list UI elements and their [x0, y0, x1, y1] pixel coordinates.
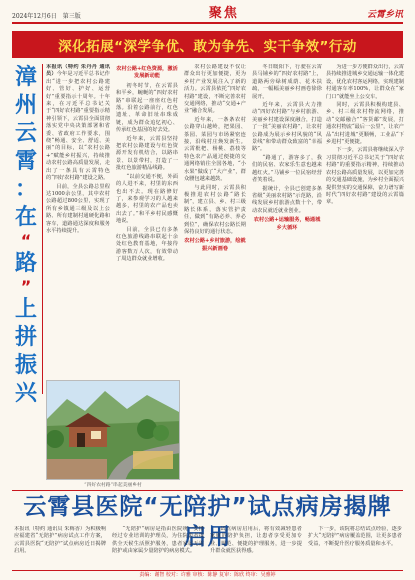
- section-title: 聚焦: [208, 6, 239, 21]
- article-paragraph: 初冬时节，在云霄县和平乡，蜿蜒的“四好农村路”串联起一座座红色村落。沿着公路前行，红色遗址、革命旧址串珠成链，成为群众追忆初心、传承红色基因的好去处。: [116, 82, 178, 134]
- article-paragraph: 本报讯（特约 通讯员 朱梅香）为积极响应福建省“无陪护”病房试点工作方案，云霄县医院“无陪护”试点病房近日揭牌启用。: [14, 526, 106, 555]
- article-paragraph: “路通了，游客多了，我们的民宿、农家乐生意也越来越红火。”马铺乡一位民宿经营者笑着说。: [252, 154, 322, 184]
- photo-caption: “四好农村路”串起美丽乡村: [84, 483, 142, 488]
- headline-char: 上: [14, 297, 37, 322]
- headline-char: 路: [14, 251, 37, 276]
- headline-char: 兴: [14, 381, 37, 406]
- headline-char: ”: [20, 277, 32, 296]
- headline-char: 霄: [14, 149, 37, 174]
- paper-name: 云霄乡讯: [366, 10, 403, 20]
- subheading: 农村公路+运输服务，畅通城乡大循环: [253, 217, 321, 231]
- article-paragraph: “无陪护”病房是指由医院统一安排经过专业培训的护理员，为住院患者提供全天候生活照护服务，患者家属无需陪护或由家属少量陪护的病房模式。: [112, 526, 204, 555]
- vertical-headline: [13, 64, 39, 406]
- article2-column-1: [14, 526, 106, 570]
- section-divider: [12, 490, 403, 491]
- article-paragraph: 今年是习近平总书记作出“进一步把农村公路建好、管好、护好、运营好”重要指示十周年。十年来，在习近平总书记关于“四好农村路”重要指示精神引领下，云霄县全面贯彻落实党中央决策部署和省委、省政府工作要求，围绕“畅通、安全、舒适、美丽”的目标，以“农村公路+”赋能乡村振兴，持续推动农村公路高质量发展，走出了一条具有云霄特色的“四好农村路”建设之路。: [46, 71, 110, 182]
- headline-char: 在: [14, 205, 37, 230]
- headline-char: 漳: [14, 65, 37, 90]
- article-paragraph: 下一步，云霄县将继续深入学习贯彻习近平总书记关于“四好农村路”的重要指示精神，持续推动农村公路高质量发展，以更加完善的交通基础设施，为乡村全面振兴提供坚实的交通保障，奋力谱写新时代“四好农村路”建设的云霄篇章。: [326, 147, 404, 206]
- headline-char: 云: [14, 121, 37, 146]
- headline-char: ：: [14, 177, 37, 202]
- article-paragraph: 近年来，一条条农村公路穿山越岭，把果园、茶园、菜园与市场紧密连接，沿线村庄焕发新生。云霄枇杷、杨桃、荔枝等特色农产品通过便捷的交通网络销往全国各地，“小水果”做成了“大产业”，群众腰包越来越鼓。: [184, 116, 246, 183]
- article2-column-3: [210, 526, 302, 570]
- issue-date: 2024年12月6日 第三版: [12, 13, 81, 20]
- article-paragraph: 目前，全县公路总里程达1000余公里，其中农村公路超过800公里，实现了所有乡镇通三级及以上公路、所有建制村通硬化路和客车，道路通达深度和服务水平持续提升。: [46, 183, 110, 234]
- article-paragraph: 下一步，该院将总结试点经验，逐步扩大“无陪护”病房覆盖范围，让更多患者受益，不断提升医疗服务质量和水平。: [308, 526, 402, 547]
- article-paragraph: 近年来，云霄县大力推动“四好农村路”与乡村旅游、美丽乡村建设深度融合，打造了一批“美丽农村路”，让农村公路成为展示乡村风貌的“风景线”和带动群众致富的“幸福路”。: [252, 102, 322, 153]
- article-column-3: [184, 64, 246, 382]
- article-paragraph: 据统计，全县已创建多条省级“美丽农村路”示范路，沿线发展乡村旅游点数十个，带动农民就近就业创业。: [252, 185, 322, 214]
- article-column-2: [116, 64, 178, 364]
- landscape-photo-illustration: [47, 381, 180, 480]
- article-column-4: [252, 64, 322, 382]
- article-paragraph: 近年来，云霄县坚持把农村公路建设与红色资源开发有机结合，以路串景、以景带村，打造了一批红色旅游精品线路。: [116, 135, 178, 172]
- article2-column-2: [112, 526, 204, 570]
- article-paragraph: “以前交通不便，外面的人进不来，村里的东西也出不去。现在路修好了，来参观学习的人越来越多，村里的农产品也卖出去了。”和平乡村民感慨地说。: [116, 173, 178, 225]
- headline-char: 振: [14, 353, 37, 378]
- article-paragraph: 农村公路建设不仅让群众出行更加便捷，更为乡村产业发展注入了新的活力。云霄县依托“四好农村路”建设，不断完善农村交通网络，推动“交通+产业”融合发展。: [184, 64, 246, 115]
- article-paragraph: 与此同时，云霄县积极推进农村公路“路长制”，建立县、乡、村三级路长体系，落实管护责任，做到“有路必养、养必到位”，确保农村公路长期保持良好的通行状态。: [184, 184, 246, 235]
- article-paragraph: 目前，全县已有多条红色旅游线路串联起十余处红色教育基地，年接待游客数万人次，有效带动了周边群众就业增收。: [116, 226, 178, 263]
- article-paragraph: 为进一步方便群众出行，云霄县持续推进城乡交通运输一体化建设，优化农村客运网络，实现建制村通客车率100%，让群众在“家门口”就能坐上公交车。: [326, 64, 404, 100]
- slogan-banner: 深化拓展“深学争优、敢为争先、实干争效”行动: [12, 31, 403, 58]
- article-column-1: [46, 64, 110, 382]
- editor-credits: 责编：谢智 校对：许雅 审核：陈静 复审：陈欣 终审：吴雅婷: [12, 570, 403, 578]
- article-paragraph: 冬日暖阳下，行驶在云霄县马铺乡的“四好农村路”上，道路两旁绿树成荫、花木扶疏，一幅幅美丽乡村画卷徐徐展开。: [252, 64, 322, 100]
- headline-char: 拼: [14, 325, 37, 350]
- article-paragraph: 试点病房启用后，将有效减轻患者家庭的陪护负担，让患者享受更加专业、规范、便捷的护理服务，进一步提升群众就医获得感。: [210, 526, 302, 555]
- headline-char: 州: [14, 93, 37, 118]
- masthead-bar: [12, 6, 403, 24]
- article-headline: 云霄县医院“无陪护”试点病房揭牌启用: [23, 494, 392, 550]
- article-column-5: [326, 64, 404, 382]
- article-byline: 本报讯（特约 朱丹丹 通讯员）: [46, 64, 110, 78]
- headline-char: “: [20, 231, 32, 250]
- article-paragraph: 同时，云霄县积极构建县、乡、村三级农村物流网络，推动“交邮融合”“客货邮”发展，打通农村物流“最后一公里”，让农产品“出村进城”更顺畅，工业品“下乡进村”更便捷。: [326, 102, 404, 146]
- news-photo: [46, 380, 180, 480]
- subheading: 农村公路+红色资源，激活发展新动能: [116, 66, 178, 80]
- column-rule: [42, 64, 43, 394]
- article2-column-4: [308, 526, 402, 570]
- subheading: 农村公路+乡村旅游，绘就振兴新画卷: [184, 238, 246, 252]
